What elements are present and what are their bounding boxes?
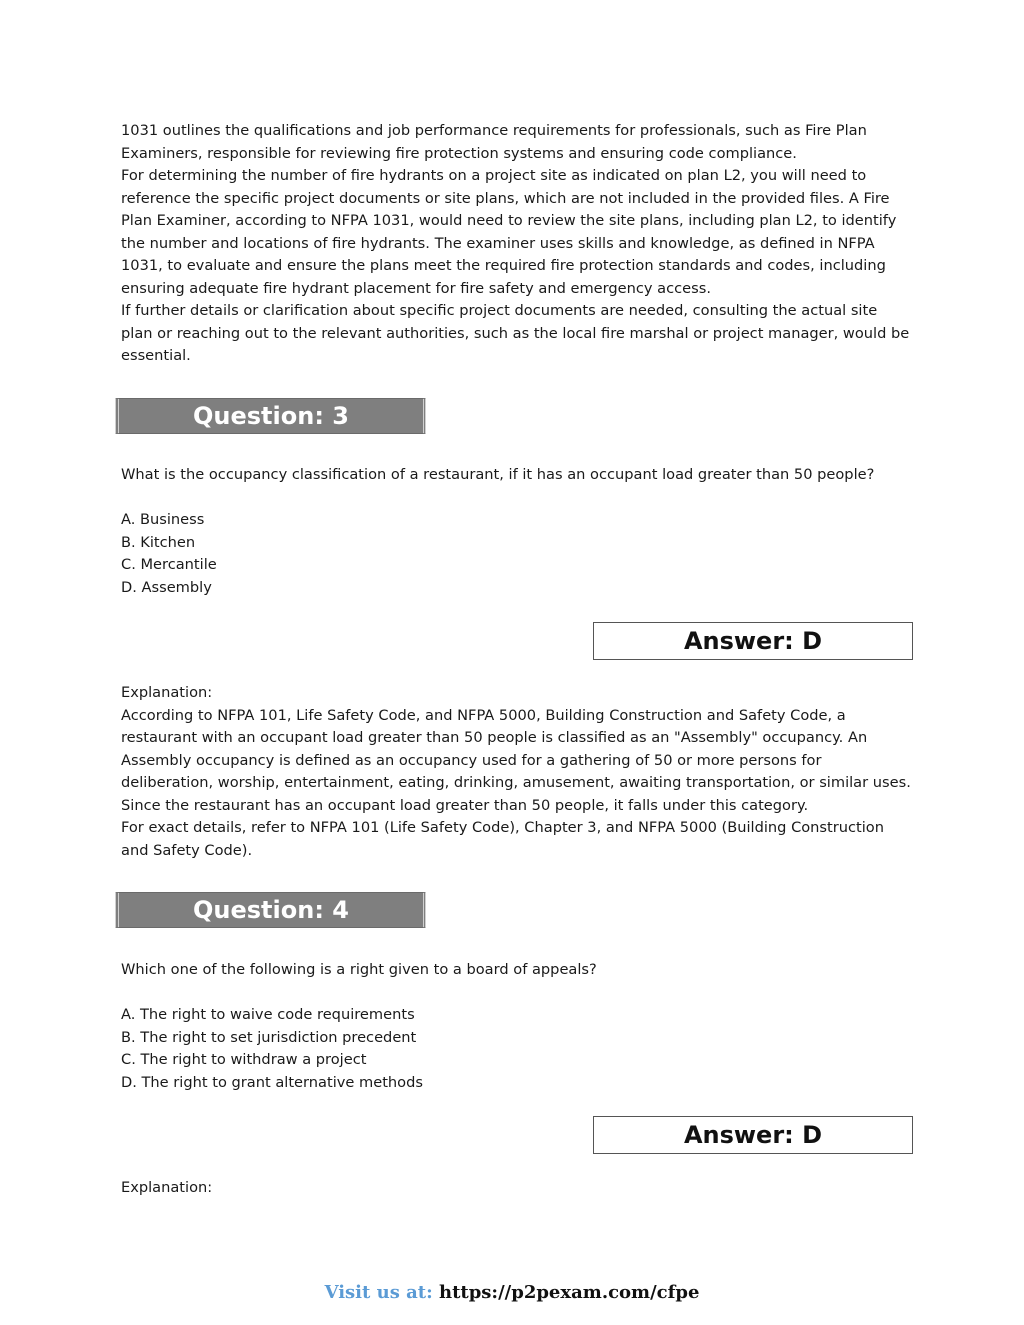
- option-c: C. The right to withdraw a project: [121, 1051, 367, 1068]
- option-c: C. Mercantile: [121, 556, 217, 573]
- footer: [0, 1282, 1024, 1303]
- question-3-answer-box: [593, 622, 913, 660]
- question-4-answer: Answer: D: [683, 1121, 823, 1149]
- question-4-options: [121, 1004, 423, 1094]
- question-4-title: Question: 4: [193, 896, 349, 924]
- option-a: A. The right to waive code requirements: [121, 1006, 415, 1023]
- intro-text: [121, 120, 911, 368]
- intro-paragraph: If further details or clarification about specific project documents are needed, consulting the actual site plan or reaching out to the relevant authorities, such as the local fire marshal or project manager, would be essential.: [121, 302, 910, 364]
- question-3-title: Question: 3: [193, 402, 349, 430]
- question-3-header: [115, 398, 426, 434]
- footer-visit-label: Visit us at:: [324, 1282, 433, 1303]
- option-d: D. The right to grant alternative methods: [121, 1073, 423, 1091]
- option-b: B. The right to set jurisdiction precedent: [121, 1028, 417, 1046]
- explanation-paragraph: For exact details, refer to NFPA 101 (Life Safety Code), Chapter 3, and NFPA 5000 (Building Construction and Safety Code).: [121, 819, 884, 859]
- question-4-explanation-label: Explanation:: [121, 1179, 213, 1196]
- question-3-explanation: [121, 682, 911, 862]
- question-4-answer-box: [593, 1116, 913, 1154]
- question-4-text: Which one of the following is a right given to a board of appeals?: [121, 961, 597, 978]
- explanation-paragraph: According to NFPA 101, Life Safety Code, and NFPA 5000, Building Construction and Safety Code, a restaurant with an occupant load greater than 50 people is classified as an "Assembly" occupancy. An Assembly occupancy is defined as an occupancy used for a gathering of 50 or more persons for deliberation, worship, entertainment, eating, drinking, amusement, awaiting transportation, or similar uses. Since the restaurant has an occupant load greater than 50 people, it falls under this category.: [121, 706, 911, 814]
- option-a: A. Business: [121, 511, 205, 528]
- question-3-answer: Answer: D: [683, 627, 823, 655]
- footer-url-link[interactable]: https://p2pexam.com/cfpe: [439, 1282, 700, 1303]
- explanation-label: Explanation:: [121, 684, 213, 701]
- intro-paragraph: 1031 outlines the qualifications and job performance requirements for professionals, such as Fire Plan Examiners, responsible for reviewing fire protection systems and ensuring code compliance.: [121, 122, 867, 162]
- option-b: B. Kitchen: [121, 533, 196, 551]
- question-4-header: [115, 892, 426, 928]
- question-3-text: What is the occupancy classification of a restaurant, if it has an occupant load greater than 50 people?: [121, 466, 875, 483]
- intro-paragraph: For determining the number of fire hydrants on a project site as indicated on plan L2, you will need to reference the specific project documents or site plans, which are not included in the provided files. A Fire Plan Examiner, according to NFPA 1031, would need to review the site plans, including plan L2, to identify the number and locations of fire hydrants. The examiner uses skills and knowledge, as defined in NFPA 1031, to evaluate and ensure the plans meet the required fire protection standards and codes, including ensuring adequate fire hydrant placement for fire safety and emergency access.: [121, 167, 897, 297]
- question-3-options: [121, 509, 217, 599]
- option-d: D. Assembly: [121, 578, 212, 596]
